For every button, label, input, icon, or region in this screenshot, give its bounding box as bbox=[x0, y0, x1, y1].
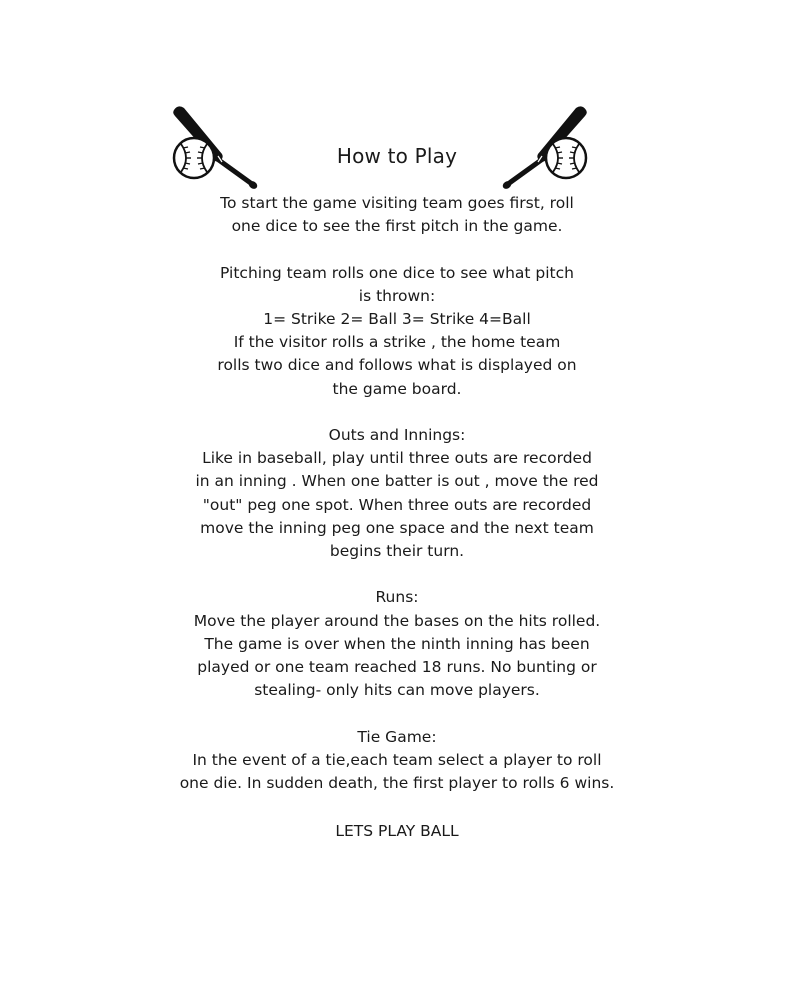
runs-line: played or one team reached 18 runs. No bunting or bbox=[197, 658, 597, 677]
page-title: How to Play bbox=[336, 144, 458, 168]
outs-line: "out" peg one spot. When three outs are recorded bbox=[202, 495, 592, 514]
runs-line: stealing- only hits can move players. bbox=[254, 681, 540, 700]
pitching-line: rolls two dice and follows what is displayed on bbox=[217, 356, 577, 375]
intro-line: To start the game visiting team goes first, roll bbox=[220, 194, 574, 212]
runs-line: The game is over when the ninth inning has been bbox=[204, 634, 590, 653]
section-heading-runs: Runs: bbox=[375, 588, 419, 607]
rules-body bbox=[80, 192, 714, 795]
runs-line: Move the player around the bases on the hits rolled. bbox=[193, 611, 601, 630]
outs-line: Like in baseball, play until three outs are recorded bbox=[202, 449, 592, 468]
outs-line: in an inning . When one batter is out , move the red bbox=[195, 472, 599, 491]
paragraph-gap bbox=[80, 401, 714, 424]
closing-line: LETS PLAY BALL bbox=[335, 822, 459, 840]
section-heading-tie: Tie Game: bbox=[357, 727, 437, 746]
pitching-line: If the visitor rolls a strike , the home team bbox=[233, 333, 561, 352]
pitching-line: the game board. bbox=[332, 379, 462, 398]
pitching-line: is thrown: bbox=[358, 286, 436, 305]
outs-line: move the inning peg one space and the next team bbox=[200, 518, 594, 537]
tie-line: one die. In sudden death, the first player to rolls 6 wins. bbox=[179, 774, 615, 793]
pitching-line: 1= Strike 2= Ball 3= Strike 4=Ball bbox=[263, 310, 531, 328]
intro-line: one dice to see the first pitch in the game. bbox=[231, 217, 563, 236]
paragraph-gap bbox=[80, 238, 714, 261]
section-heading-outs: Outs and Innings: bbox=[328, 426, 466, 444]
paragraph-gap bbox=[80, 563, 714, 586]
pitching-line: Pitching team rolls one dice to see what pitch bbox=[220, 263, 574, 282]
paragraph-gap bbox=[80, 702, 714, 725]
outs-line: begins their turn. bbox=[329, 542, 465, 561]
tie-line: In the event of a tie,each team select a player to roll bbox=[192, 750, 602, 769]
